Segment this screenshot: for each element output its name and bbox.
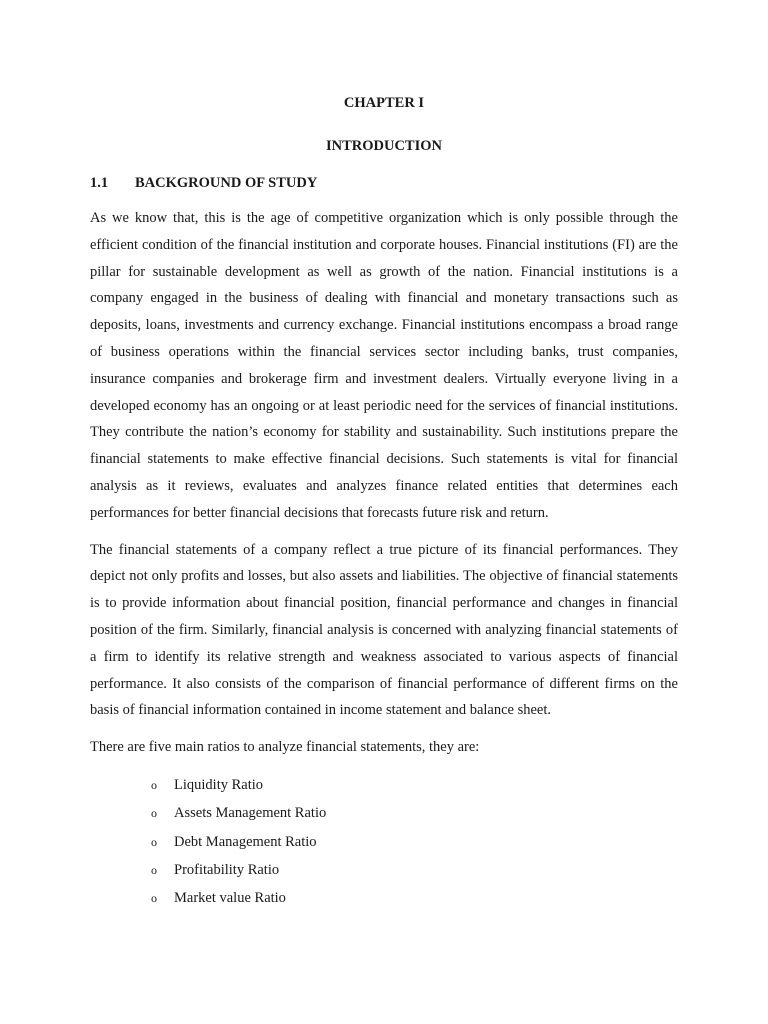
section-title: BACKGROUND OF STUDY: [135, 175, 318, 191]
list-item: [90, 884, 678, 912]
bullet-icon: o: [151, 834, 157, 849]
list-item: [90, 828, 678, 856]
bullet-icon: o: [151, 777, 157, 792]
section-heading: [90, 170, 678, 196]
paragraph-background: As we know that, this is the age of competitive organization which is only possible through the efficient condition of the financial institution and corporate houses. Financial institutions (FI) are the pillar for sustainable development as well as growth of the nation. Financial institutions is a company engaged in the business of dealing with financial and monetary transactions such as deposits, loans, investments and currency exchange. Financial institutions encompass a broad range of business operations within the financial services sector including banks, trust companies, insurance companies and brokerage firm and investment dealers. Virtually everyone living in a developed economy has an ongoing or at least periodic need for the services of financial institutions. They contribute the nation’s economy for stability and sustainability. Such institutions prepare the financial statements to make effective financial decisions. Such statements is vital for financial analysis as it reviews, evaluates and analyzes finance related entities that determines each performances for better financial decisions that forecasts future risk and return.: [90, 210, 678, 521]
chapter-title: INTRODUCTION: [325, 138, 442, 154]
list-item-label: Liquidity Ratio: [174, 776, 264, 793]
bullet-icon: o: [151, 806, 157, 821]
paragraph-financial-statements: The financial statements of a company reflect a true picture of its financial performances. They depict not only profits and losses, but also assets and liabilities. The objective of financial statements is to provide information about financial position, financial performance and changes in financial position of the firm. Similarly, financial analysis is concerned with analyzing financial statements of a firm to identify its relative strength and weakness associated to various aspects of financial performance. It also consists of the comparison of financial performance of different firms on the basis of financial information contained in income statement and balance sheet.: [90, 541, 678, 719]
list-item: [90, 856, 678, 884]
bullet-icon: o: [151, 891, 157, 906]
list-item-label: Debt Management Ratio: [174, 833, 317, 850]
chapter-label: CHAPTER I: [343, 95, 425, 111]
section-number: 1.1: [90, 175, 109, 191]
paragraph-ratios-intro: There are five main ratios to analyze financial statements, they are:: [90, 739, 480, 756]
bullet-icon: o: [151, 862, 157, 877]
ratios-list: [90, 771, 678, 912]
list-item-label: Profitability Ratio: [174, 861, 280, 878]
list-item: [90, 799, 678, 827]
list-item: [90, 771, 678, 799]
list-item-label: Assets Management Ratio: [174, 805, 327, 822]
list-item-label: Market value Ratio: [174, 890, 286, 907]
